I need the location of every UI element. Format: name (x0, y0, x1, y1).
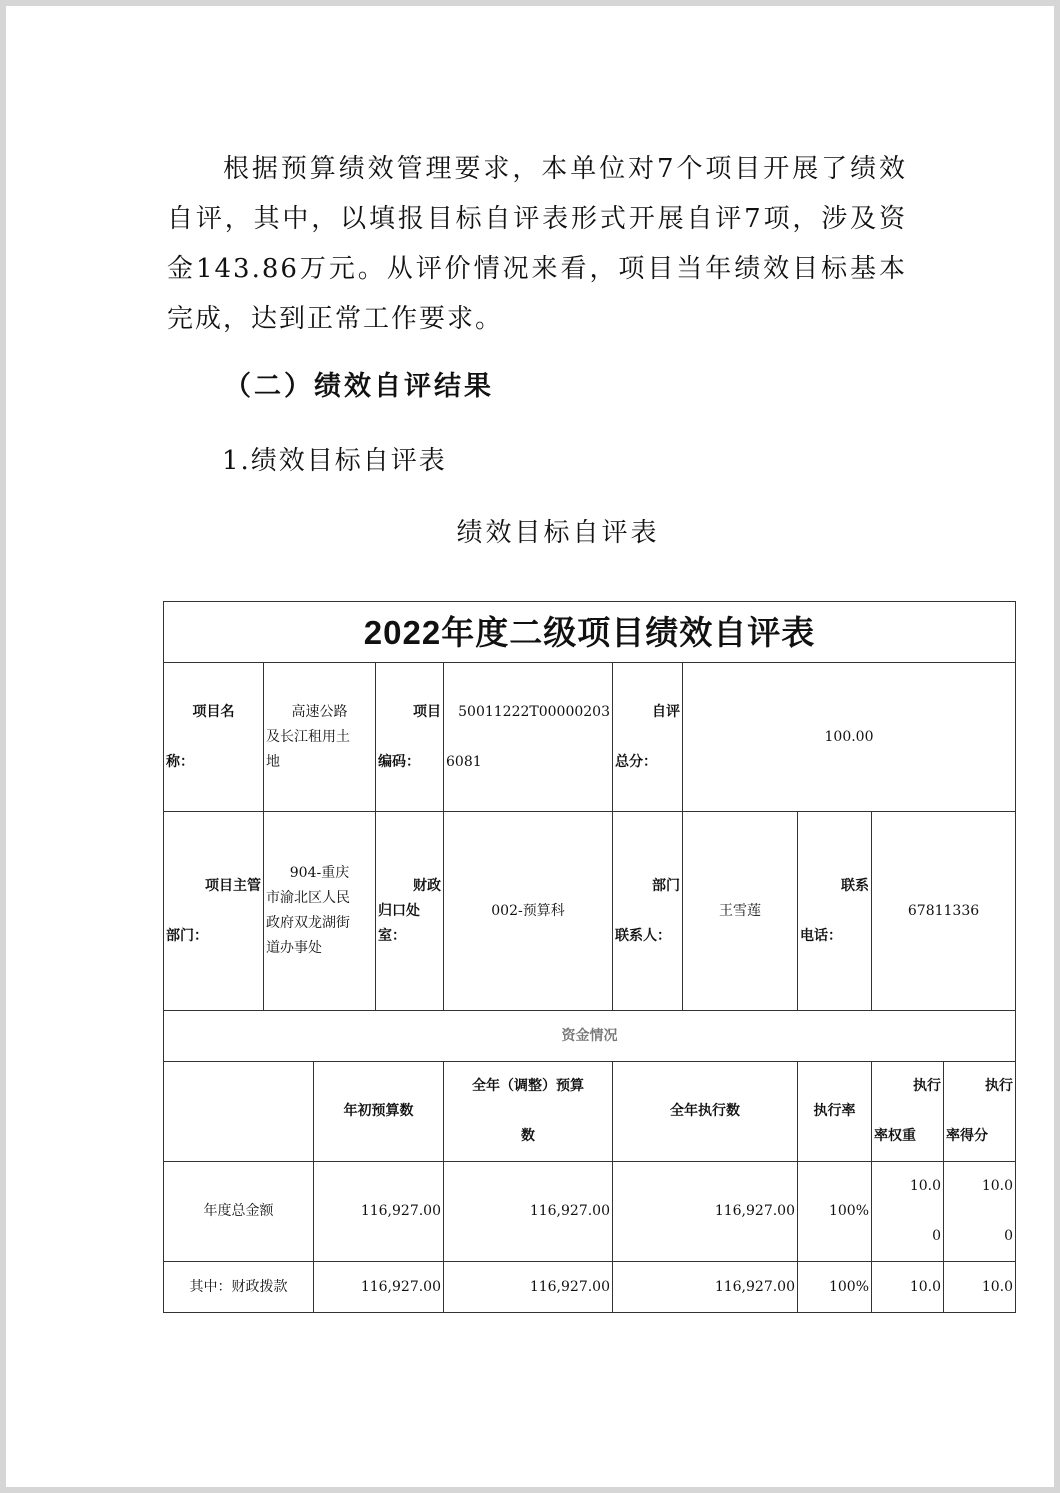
row-score: 10.0 0 (944, 1162, 1016, 1262)
department-label: 项目主管 部门： (164, 812, 264, 1011)
self-evaluation-table (163, 601, 1016, 1313)
row-initial: 116,927.00 (314, 1162, 444, 1262)
row-rate: 100% (798, 1262, 872, 1313)
project-name-value: 高速公路 及长江租用土 地 (264, 663, 376, 812)
table-row (164, 1262, 1016, 1313)
table-row (164, 1162, 1016, 1262)
blank-header-cell (164, 1062, 314, 1162)
col-initial-budget: 年初预算数 (314, 1062, 444, 1162)
row-executed: 116,927.00 (613, 1162, 798, 1262)
total-score-value: 100.00 (683, 663, 1016, 812)
finance-office-label: 财政 归口处 室： (376, 812, 444, 1011)
funds-header-row (164, 1011, 1016, 1062)
funds-column-row (164, 1062, 1016, 1162)
department-value: 904-重庆 市渝北区人民 政府双龙湖街 道办事处 (264, 812, 376, 1011)
table-title: 2022年度二级项目绩效自评表 (164, 602, 1016, 663)
row-score: 10.0 (944, 1262, 1016, 1313)
row-label: 其中：财政拨款 (164, 1262, 314, 1313)
intro-paragraph: 根据预算绩效管理要求，本单位对7个项目开展了绩效自评，其中，以填报目标自评表形式开展自评7项，涉及资金143.86万元。从评价情况来看，项目当年绩效目标基本完成，达到正常工作要求。 (167, 154, 907, 334)
department-row (164, 812, 1016, 1011)
project-code-value: 50011222T00000203 6081 (444, 663, 613, 812)
project-name-label: 项目名 称： (164, 663, 264, 812)
funds-header: 资金情况 (164, 1011, 1016, 1062)
phone-label: 联系 电话： (798, 812, 872, 1011)
finance-office-value: 002-预算科 (444, 812, 613, 1011)
row-initial: 116,927.00 (314, 1262, 444, 1313)
row-weight: 10.0 (872, 1262, 944, 1313)
col-adjusted-budget: 全年（调整）预算 数 (444, 1062, 613, 1162)
col-rate: 执行率 (798, 1062, 872, 1162)
project-row (164, 663, 1016, 812)
subsection-heading: 1.绩效目标自评表 (222, 446, 447, 476)
contact-label: 部门 联系人： (613, 812, 683, 1011)
total-score-label: 自评 总分： (613, 663, 683, 812)
row-rate: 100% (798, 1162, 872, 1262)
col-executed: 全年执行数 (613, 1062, 798, 1162)
contact-value: 王雪莲 (683, 812, 798, 1011)
section-heading: （二）绩效自评结果 (224, 371, 494, 402)
row-adjusted: 116,927.00 (444, 1162, 613, 1262)
table-caption: 绩效目标自评表 (456, 518, 660, 548)
title-row (164, 602, 1016, 663)
row-label: 年度总金额 (164, 1162, 314, 1262)
project-code-label: 项目 编码： (376, 663, 444, 812)
phone-value: 67811336 (872, 812, 1016, 1011)
row-weight: 10.0 0 (872, 1162, 944, 1262)
row-adjusted: 116,927.00 (444, 1262, 613, 1313)
col-rate-score: 执行 率得分 (944, 1062, 1016, 1162)
document-page (6, 6, 1054, 1487)
col-rate-weight: 执行 率权重 (872, 1062, 944, 1162)
row-executed: 116,927.00 (613, 1262, 798, 1313)
